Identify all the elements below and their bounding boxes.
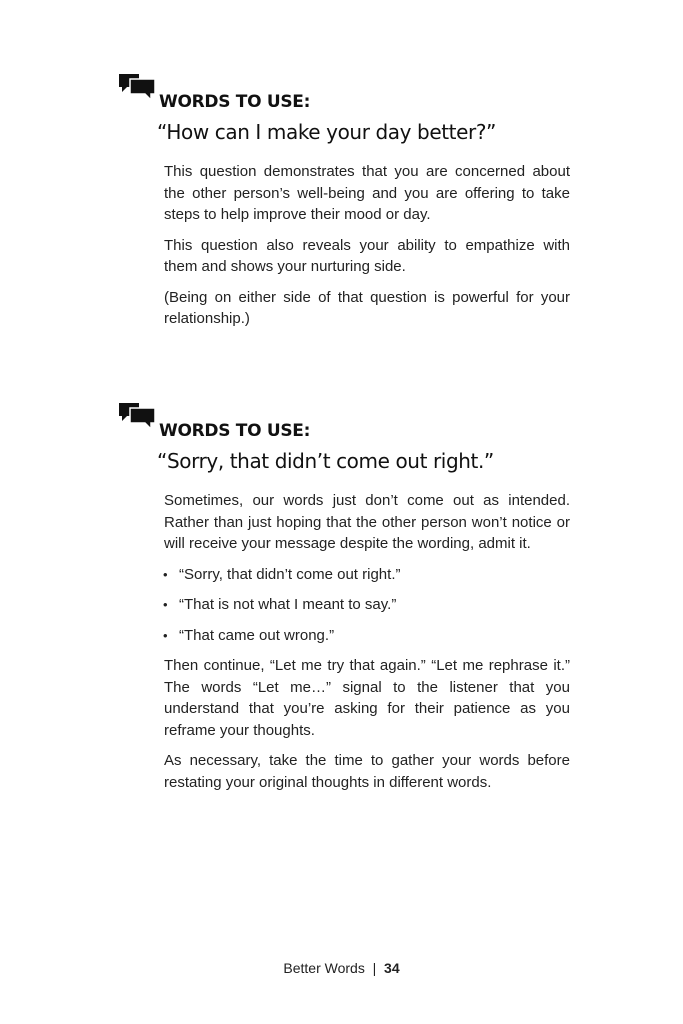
paragraph: Sometimes, our words just don’t come out as intended. Rather than just hoping that the other person won’t notice or will receive your message despite the wording, admit it.	[164, 492, 570, 552]
footer-separator: |	[372, 960, 377, 976]
bullet-icon: •	[163, 627, 168, 643]
speech-bubbles-icon	[117, 72, 157, 102]
bullet-list	[164, 564, 570, 647]
list-item-text: “That came out wrong.”	[179, 626, 335, 644]
paragraph: This question demonstrates that you are concerned about the other person’s well-being and you are offering to take steps to help improve their mood or day.	[164, 163, 570, 223]
paragraph: This question also reveals your ability to empathize with them and shows your nurturing side.	[164, 236, 570, 275]
page-footer	[0, 960, 683, 976]
section-phrase: “Sorry, that didn’t come out right.”	[157, 449, 494, 473]
speech-bubbles-icon	[117, 401, 157, 431]
paragraph: Then continue, “Let me try that again.” “Let me rephrase it.” The words “Let me…” signal to the listener that you understand that you’re asking for their patience as you reframe your thoughts.	[164, 657, 570, 739]
section-body	[164, 161, 570, 339]
list-item	[164, 625, 570, 647]
list-item	[164, 594, 570, 616]
section-label: WORDS TO USE:	[159, 421, 311, 441]
list-item-text: “That is not what I meant to say.”	[179, 596, 397, 613]
paragraph: As necessary, take the time to gather your words before restating your original thoughts in different words.	[164, 752, 570, 791]
section-body	[164, 490, 570, 802]
bullet-icon: •	[163, 597, 168, 612]
section-phrase: “How can I make your day better?”	[157, 120, 497, 144]
list-item-text: “Sorry, that didn’t come out right.”	[179, 565, 401, 583]
page-number: 34	[384, 960, 400, 976]
list-item	[164, 564, 570, 586]
book-title: Better Words	[283, 960, 365, 976]
bullet-icon: •	[163, 566, 168, 582]
paragraph: (Being on either side of that question is powerful for your relationship.)	[164, 288, 570, 327]
section-label: WORDS TO USE:	[159, 92, 311, 112]
